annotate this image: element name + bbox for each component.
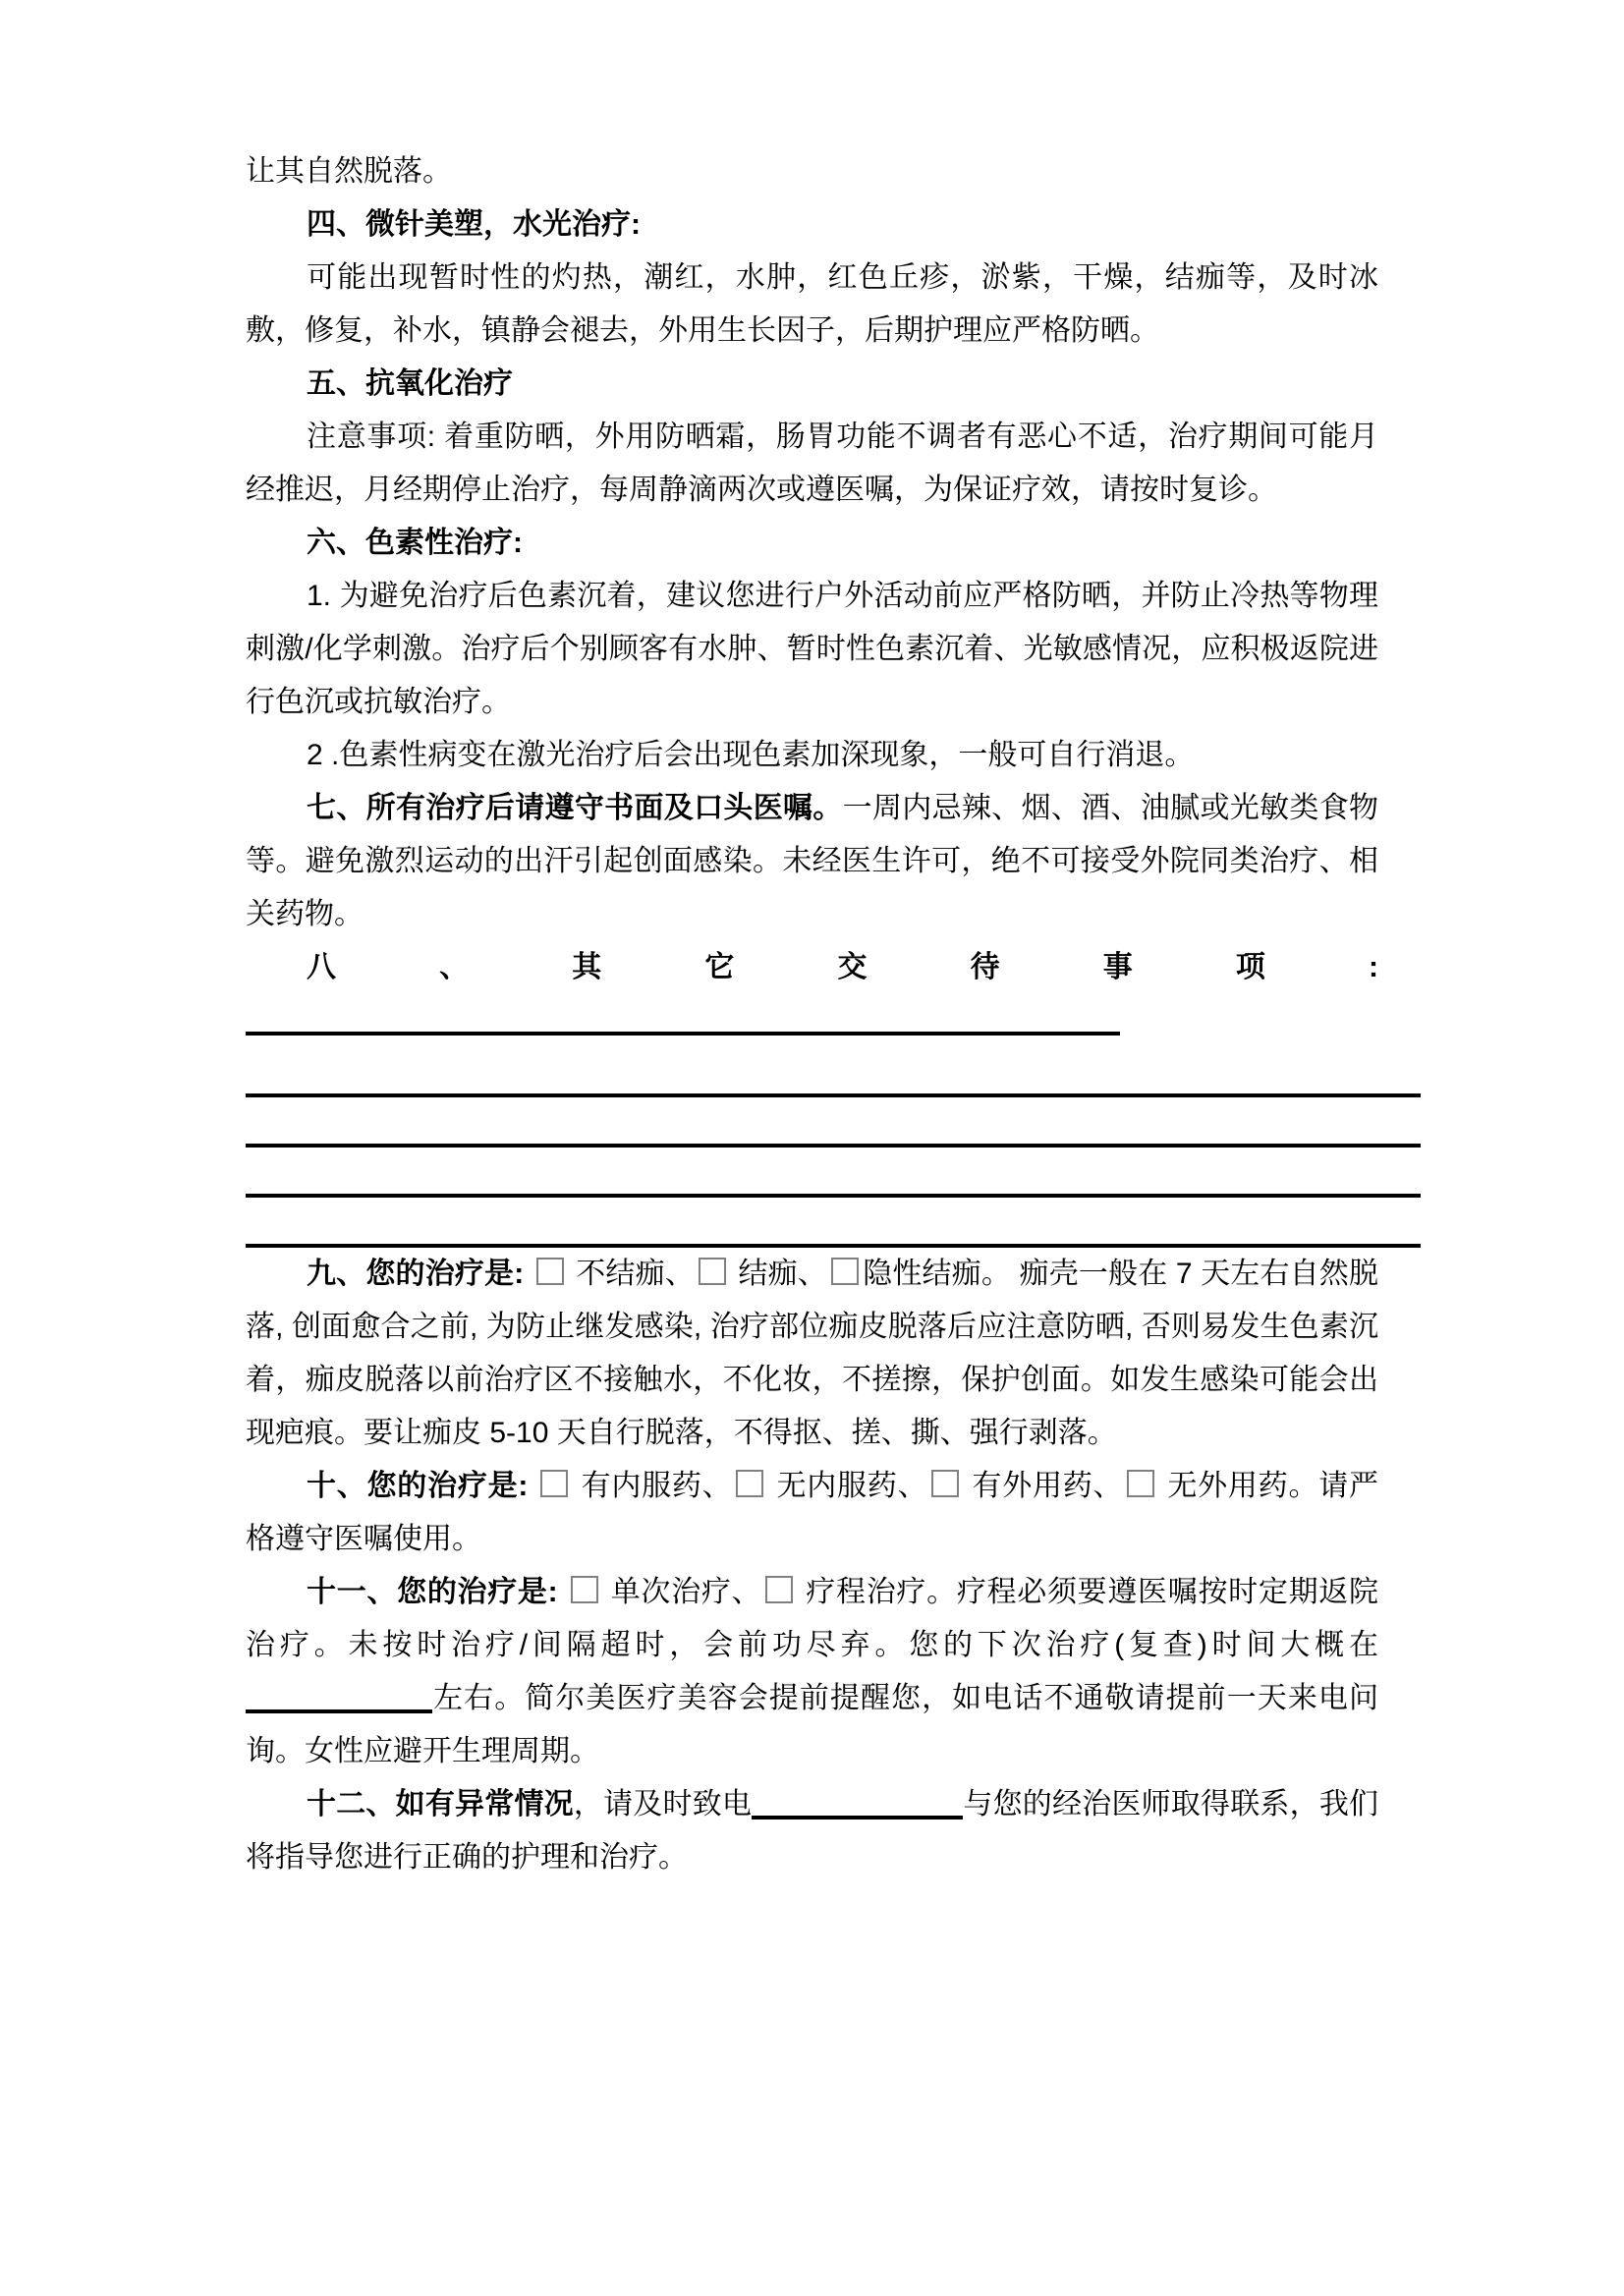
section-5-heading: [246, 358, 1378, 411]
heading-text: 十一、您的治疗是:: [307, 1576, 558, 1608]
fill-in-blank-line: [246, 1198, 1421, 1248]
fill-in-blank: [752, 1808, 963, 1820]
heading-text: 四、微针美塑，水光治疗:: [307, 208, 641, 241]
body-text: 一周内忌辣、烟、酒、油腻或光敏类食物等。避免激烈运动的出汗引起创面感染。未经医生许可，绝不可接受外院同类治疗、相关药物。: [246, 792, 1379, 930]
fill-in-blank-line: [246, 1097, 1421, 1148]
continuation-text: [246, 145, 1378, 198]
checkbox-unchecked: [536, 1258, 564, 1285]
section-12: [246, 1778, 1378, 1884]
heading-text: 十二、如有异常情况: [307, 1788, 574, 1820]
section-5-body: [246, 411, 1378, 517]
body-text: [528, 1470, 536, 1502]
section-6-item-2: [246, 729, 1378, 782]
checkbox-unchecked: [571, 1576, 598, 1603]
section-4-heading: [246, 198, 1378, 252]
checkbox-unchecked: [699, 1258, 726, 1285]
section-6-heading: [246, 517, 1378, 570]
body-text: ，请及时致电: [573, 1788, 753, 1820]
checkbox-unchecked: [765, 1576, 793, 1603]
section-11: [246, 1566, 1378, 1778]
care-instructions-document: [246, 145, 1378, 1884]
checkbox-unchecked: [1127, 1470, 1154, 1497]
heading-text: 七、所有治疗后请遵守书面及口头医嘱。: [307, 792, 843, 824]
heading-text: 十、您的治疗是:: [307, 1470, 529, 1502]
fill-in-blank-line: [246, 1047, 1421, 1097]
body-text: 让其自然脱落。: [246, 155, 452, 188]
body-text: 结痂、: [729, 1258, 827, 1290]
checkbox-unchecked: [540, 1470, 568, 1497]
body-text: 有内服药、: [572, 1470, 733, 1502]
body-text: 不结痂、: [567, 1258, 695, 1290]
body-text: 单次治疗、: [601, 1576, 762, 1608]
body-text: 疗程治疗。疗程必须要遵医嘱按时定期返院治疗。未按时治疗/间隔超时，会前功尽弃。您的下次治疗(复查)时间大概在: [246, 1576, 1378, 1661]
checkbox-unchecked: [931, 1470, 959, 1497]
body-text: 注意事项: 着重防晒，外用防晒霜，肠胃功能不调者有恶心不适，治疗期间可能月经推迟，月经期停止治疗，每周静滴两次或遵医嘱，为保证疗效，请按时复诊。: [246, 420, 1378, 506]
body-text: [524, 1258, 532, 1290]
body-text: [558, 1576, 567, 1608]
section-9: [246, 1248, 1378, 1460]
body-text: 与您的经治医师取得联系，我们将指导您进行正确的护理和治疗。: [246, 1788, 1379, 1874]
section-6-item-1: [246, 570, 1378, 729]
fill-in-blank: [246, 1024, 1120, 1036]
body-text: 2 .色素性病变在激光治疗后会出现色素加深现象，一般可自行消退。: [307, 739, 1195, 771]
body-text: 无内服药、: [767, 1470, 928, 1502]
fill-in-blank: [246, 1702, 432, 1713]
heading-text: 八、其它交待事项:: [307, 951, 1378, 983]
section-7: [246, 782, 1378, 941]
body-text: 左右。简尔美医疗美容会提前提醒您，如电话不通敬请提前一天来电问询。女性应避开生理周期。: [246, 1682, 1378, 1767]
checkbox-unchecked: [736, 1470, 763, 1497]
heading-text: 五、抗氧化治疗: [307, 367, 513, 400]
heading-text: 九、您的治疗是:: [307, 1258, 525, 1290]
body-text: 隐性结痂。 痂壳一般在 7 天左右自然脱落, 创面愈合之前, 为防止继发感染, 治疗部位痂皮脱落后应注意防晒, 否则易发生色素沉着，痂皮脱落以前治疗区不接触水，不化妆，不搓擦，保护创面。如发生感染可能会出现疤痕。要让痂皮 5-10 天自行脱落，不得抠、搓、撕、强行剥落。: [246, 1258, 1378, 1449]
section-10: [246, 1460, 1378, 1566]
fill-in-blank-line: [246, 1148, 1421, 1198]
section-8: [246, 941, 1378, 1047]
checkbox-unchecked: [831, 1258, 859, 1285]
heading-text: 六、色素性治疗:: [307, 527, 523, 559]
body-text: 无外用药。请严格遵守医嘱使用。: [246, 1470, 1378, 1555]
body-text: 1. 为避免治疗后色素沉着，建议您进行户外活动前应严格防晒，并防止冷热等物理刺激/化学刺激。治疗后个别顾客有水肿、暂时性色素沉着、光敏感情况，应积极返院进行色沉或抗敏治疗。: [246, 580, 1378, 718]
body-text: 可能出现暂时性的灼热，潮红，水肿，红色丘疹，淤紫，干燥，结痂等，及时冰敷，修复，补水，镇静会褪去，外用生长因子，后期护理应严格防晒。: [246, 261, 1378, 347]
section-4-body: [246, 252, 1378, 358]
body-text: 有外用药、: [963, 1470, 1124, 1502]
